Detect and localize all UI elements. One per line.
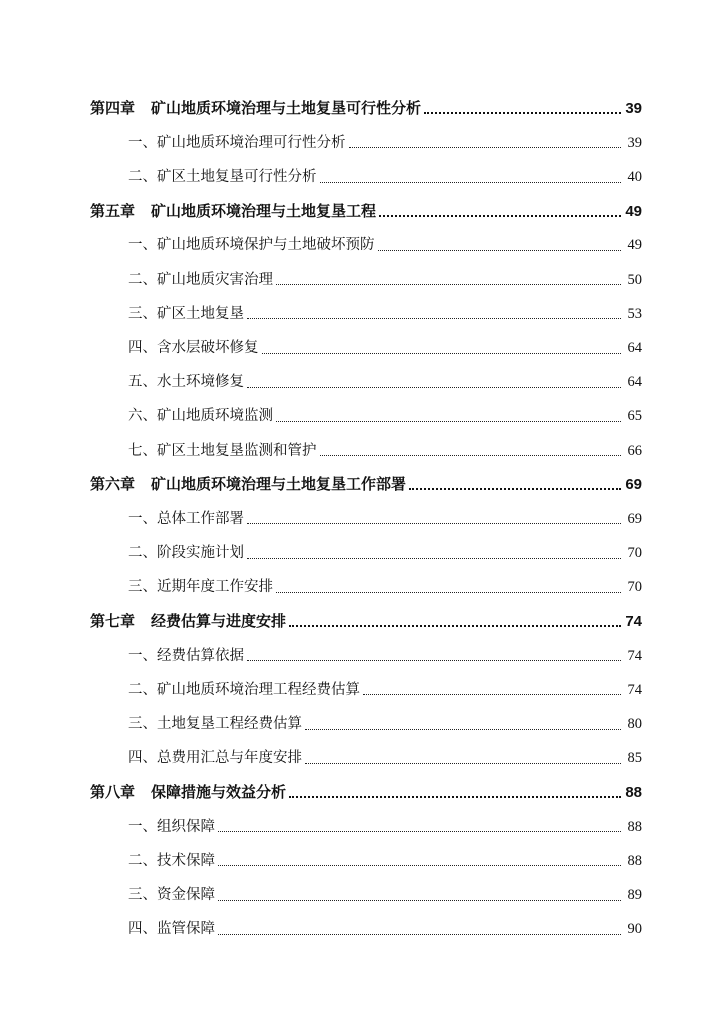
dot-leader	[247, 318, 621, 319]
dot-leader	[276, 284, 621, 285]
toc-section-entry[interactable]	[90, 705, 642, 739]
toc-chapter-entry[interactable]	[90, 90, 642, 124]
page-number: 65	[627, 408, 642, 425]
toc-entry-label	[90, 477, 406, 492]
section-title: 四、监管保障	[128, 921, 215, 938]
dot-leader	[409, 488, 621, 490]
toc-entry-label	[90, 101, 421, 116]
dot-leader	[247, 387, 621, 388]
toc-section-entry[interactable]	[90, 329, 642, 363]
toc-chapter-entry[interactable]	[90, 193, 642, 227]
section-title: 七、矿区土地复垦监测和管护	[128, 442, 317, 459]
dot-leader	[289, 625, 621, 627]
page-number: 69	[627, 510, 642, 527]
section-title: 一、经费估算依据	[128, 647, 244, 664]
toc-section-entry[interactable]	[90, 124, 642, 158]
dot-leader	[218, 831, 621, 832]
dot-leader	[218, 934, 621, 935]
page-number: 49	[627, 237, 642, 254]
toc-section-entry[interactable]	[90, 432, 642, 466]
section-title: 二、矿山地质环境治理工程经费估算	[128, 681, 360, 698]
page-number: 50	[627, 271, 642, 288]
page-number: 74	[625, 613, 642, 630]
section-title: 三、资金保障	[128, 887, 215, 903]
toc-section-entry[interactable]	[90, 842, 642, 876]
toc-chapter-entry[interactable]	[90, 603, 642, 637]
toc-section-entry[interactable]	[90, 261, 642, 295]
chapter-title: 矿山地质环境治理与土地复垦工程	[151, 201, 377, 220]
dot-leader	[305, 763, 621, 764]
section-title: 三、土地复垦工程经费估算	[128, 716, 302, 733]
chapter-number: 第七章	[90, 612, 136, 630]
section-title: 六、矿山地质环境监测	[128, 408, 273, 425]
toc-section-entry[interactable]	[90, 876, 642, 910]
section-title: 一、总体工作部署	[128, 510, 244, 527]
toc-section-entry[interactable]	[90, 158, 642, 192]
dot-leader	[424, 112, 621, 114]
chapter-number: 第五章	[90, 201, 136, 220]
toc-section-entry[interactable]	[90, 295, 642, 329]
toc-section-entry[interactable]	[90, 740, 642, 774]
table-of-contents	[90, 90, 642, 945]
dot-leader	[276, 421, 621, 422]
section-title: 三、矿区土地复垦	[128, 305, 244, 322]
chapter-title: 矿山地质环境治理与土地复垦可行性分析	[151, 99, 422, 118]
page-number: 89	[627, 887, 642, 903]
page-number: 53	[627, 305, 642, 322]
toc-section-entry[interactable]	[90, 534, 642, 568]
toc-entry-label	[90, 201, 377, 220]
page-number: 66	[627, 442, 642, 459]
page-number: 85	[627, 750, 642, 767]
dot-leader	[320, 182, 622, 183]
toc-entry-label	[90, 782, 287, 801]
section-title: 五、水土环境修复	[128, 374, 244, 391]
page-number: 70	[627, 545, 642, 562]
dot-leader	[218, 900, 621, 901]
page-number: 39	[627, 134, 642, 151]
section-title: 二、矿山地质灾害治理	[128, 271, 273, 288]
dot-leader	[379, 215, 621, 217]
page-number: 49	[625, 202, 642, 220]
dot-leader	[320, 455, 622, 456]
dot-leader	[378, 250, 622, 251]
dot-leader	[262, 353, 622, 354]
section-title: 二、技术保障	[128, 852, 215, 869]
toc-section-entry[interactable]	[90, 671, 642, 705]
page-number: 88	[625, 783, 642, 801]
toc-section-entry[interactable]	[90, 911, 642, 945]
toc-section-entry[interactable]	[90, 500, 642, 534]
page-number: 90	[627, 921, 642, 938]
page-number: 88	[627, 818, 642, 835]
toc-section-entry[interactable]	[90, 227, 642, 261]
section-title: 二、阶段实施计划	[128, 545, 244, 562]
toc-section-entry[interactable]	[90, 637, 642, 671]
dot-leader	[247, 523, 621, 524]
section-title: 四、含水层破坏修复	[128, 340, 259, 356]
page-number: 40	[627, 169, 642, 186]
dot-leader	[247, 558, 621, 559]
section-title: 一、矿山地质环境保护与土地破坏预防	[128, 237, 375, 254]
page-number: 74	[627, 681, 642, 698]
section-title: 二、矿区土地复垦可行性分析	[128, 169, 317, 186]
section-title: 一、矿山地质环境治理可行性分析	[128, 134, 346, 151]
toc-chapter-entry[interactable]	[90, 774, 642, 808]
chapter-number: 第六章	[90, 475, 136, 494]
page-number: 64	[627, 340, 642, 356]
dot-leader	[305, 729, 621, 730]
toc-section-entry[interactable]	[90, 569, 642, 603]
chapter-title: 经费估算与进度安排	[151, 612, 287, 630]
dot-leader	[289, 796, 621, 798]
page-number: 88	[627, 852, 642, 869]
toc-section-entry[interactable]	[90, 808, 642, 842]
toc-section-entry[interactable]	[90, 398, 642, 432]
dot-leader	[218, 865, 621, 866]
page-number: 64	[627, 374, 642, 391]
toc-chapter-entry[interactable]	[90, 466, 642, 500]
chapter-number: 第八章	[90, 782, 136, 801]
dot-leader	[363, 694, 621, 695]
dot-leader	[247, 660, 621, 661]
dot-leader	[276, 592, 621, 593]
page-number: 70	[627, 579, 642, 596]
chapter-title: 保障措施与效益分析	[151, 782, 287, 801]
page-number: 80	[627, 716, 642, 733]
dot-leader	[349, 147, 622, 148]
section-title: 一、组织保障	[128, 818, 215, 835]
page-number: 39	[625, 100, 642, 118]
toc-entry-label	[90, 614, 286, 629]
chapter-number: 第四章	[90, 99, 136, 118]
section-title: 四、总费用汇总与年度安排	[128, 750, 302, 767]
page-number: 74	[627, 647, 642, 664]
page-number: 69	[625, 476, 642, 494]
toc-section-entry[interactable]	[90, 364, 642, 398]
chapter-title: 矿山地质环境治理与土地复垦工作部署	[151, 475, 407, 494]
section-title: 三、近期年度工作安排	[128, 579, 273, 596]
